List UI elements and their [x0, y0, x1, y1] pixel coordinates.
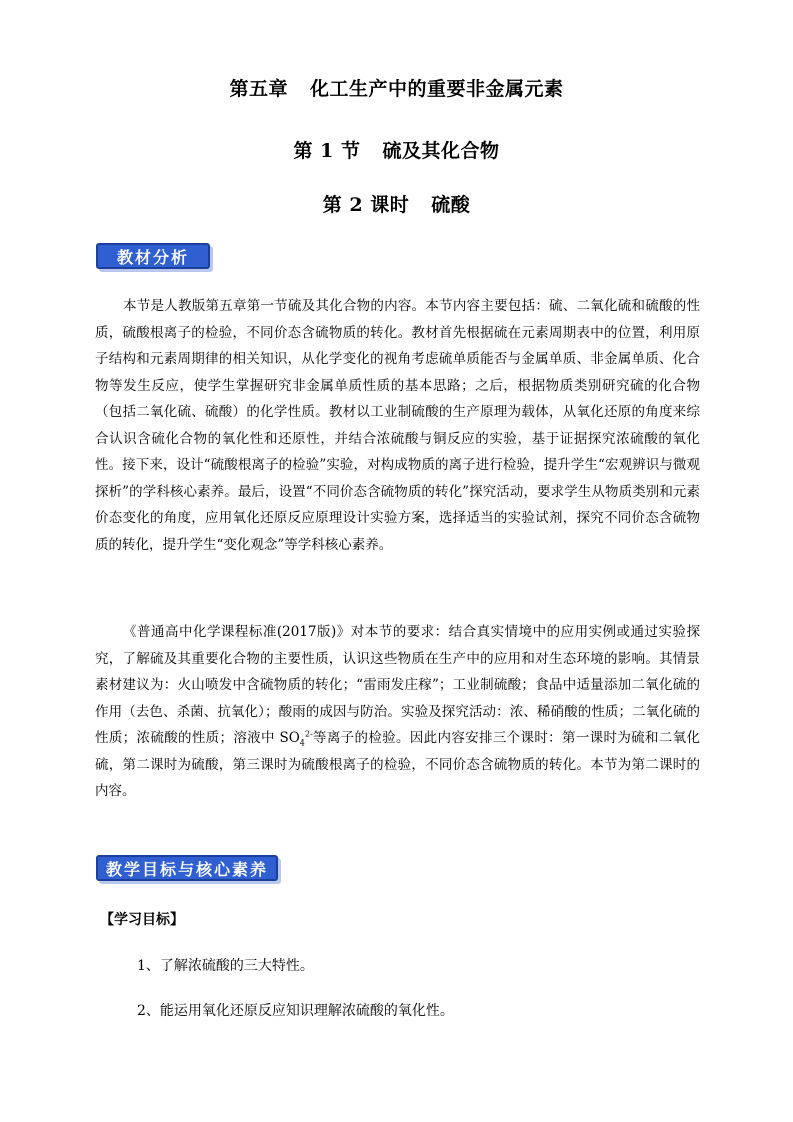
paragraph-2-text-a: 《普通高中化学课程标准(2017版)》对本节的要求：结合真实情境中的应用实例或通过实验探究，了解硫及其重要化合物的主要性质，认识这些物质在生产中的应用和对生态环境的影响。其情景素材建议为：火山喷发中含硫物质的转化；“雷雨发庄稼”；工业制硫酸；食品中适量添加二氧化硫的作用（去色、杀菌、抗氧化）；酸雨的成因与防治。实验及探究活动：浓、稀硝酸的性质；二氧化硫的性质；浓硫酸的性质；溶液中 SO [95, 624, 700, 746]
section-title [0, 136, 793, 163]
learning-goal-item-1: 1、了解浓硫酸的三大特性。 [137, 958, 314, 974]
sulfate-superscript: 2- [304, 729, 313, 739]
analysis-paragraph-2 [95, 619, 700, 805]
analysis-section-badge: 教材分析 [96, 243, 210, 269]
lesson-number: 第 2 课时 [322, 194, 410, 216]
section-name: 硫及其化合物 [382, 140, 500, 162]
chapter-title [0, 74, 793, 101]
learning-goal-item-2: 2、能运用氧化还原反应知识理解浓硫酸的氧化性。 [137, 1003, 454, 1019]
learning-goals-label: 【学习目标】 [100, 912, 184, 928]
chapter-name: 化工生产中的重要非金属元素 [310, 78, 564, 100]
paragraph-2-text-b: 等离子的检验。因此内容安排三个课时：第一课时为硫和二氧化硫，第二课时为硫酸，第三课时为硫酸根离子的检验，不同价态含硫物质的转化。本节为第二课时的内容。 [95, 730, 701, 799]
lesson-title [0, 190, 793, 217]
chapter-number: 第五章 [229, 78, 288, 100]
sulfate-subscript: 4 [299, 738, 305, 748]
goals-section-badge: 教学目标与核心素养 [96, 855, 278, 881]
lesson-name: 硫酸 [431, 194, 471, 216]
section-number: 第 1 节 [293, 140, 361, 162]
analysis-paragraph-1: 本节是人教版第五章第一节硫及其化合物的内容。本节内容主要包括：硫、二氧化硫和硫酸的性质，硫酸根离子的检验，不同价态含硫物质的转化。教材首先根据硫在元素周期表中的位置，利用原子结构和元素周期律的相关知识，从化学变化的视角考虑硫单质能否与金属单质、非金属单质、化合物等发生反应，使学生掌握研究非金属单质性质的基本思路；之后，根据物质类别研究硫的化合物（包括二氧化硫、硫酸）的化学性质。教材以工业制硫酸的生产原理为载体，从氧化还原的角度来综合认识含硫化合物的氧化性和还原性，并结合浓硫酸与铜反应的实验，基于证据探究浓硫酸的氧化性。接下来，设计“硫酸根离子的检验”实验，对构成物质的离子进行检验，提升学生“宏观辨识与微观探析”的学科核心素养。最后，设置“不同价态含硫物质的转化”探究活动，要求学生从物质类别和元素价态变化的角度，应用氧化还原反应原理设计实验方案，选择适当的实验试剂，探究不同价态含硫物质的转化，提升学生“变化观念”等学科核心素养。 [95, 298, 700, 553]
